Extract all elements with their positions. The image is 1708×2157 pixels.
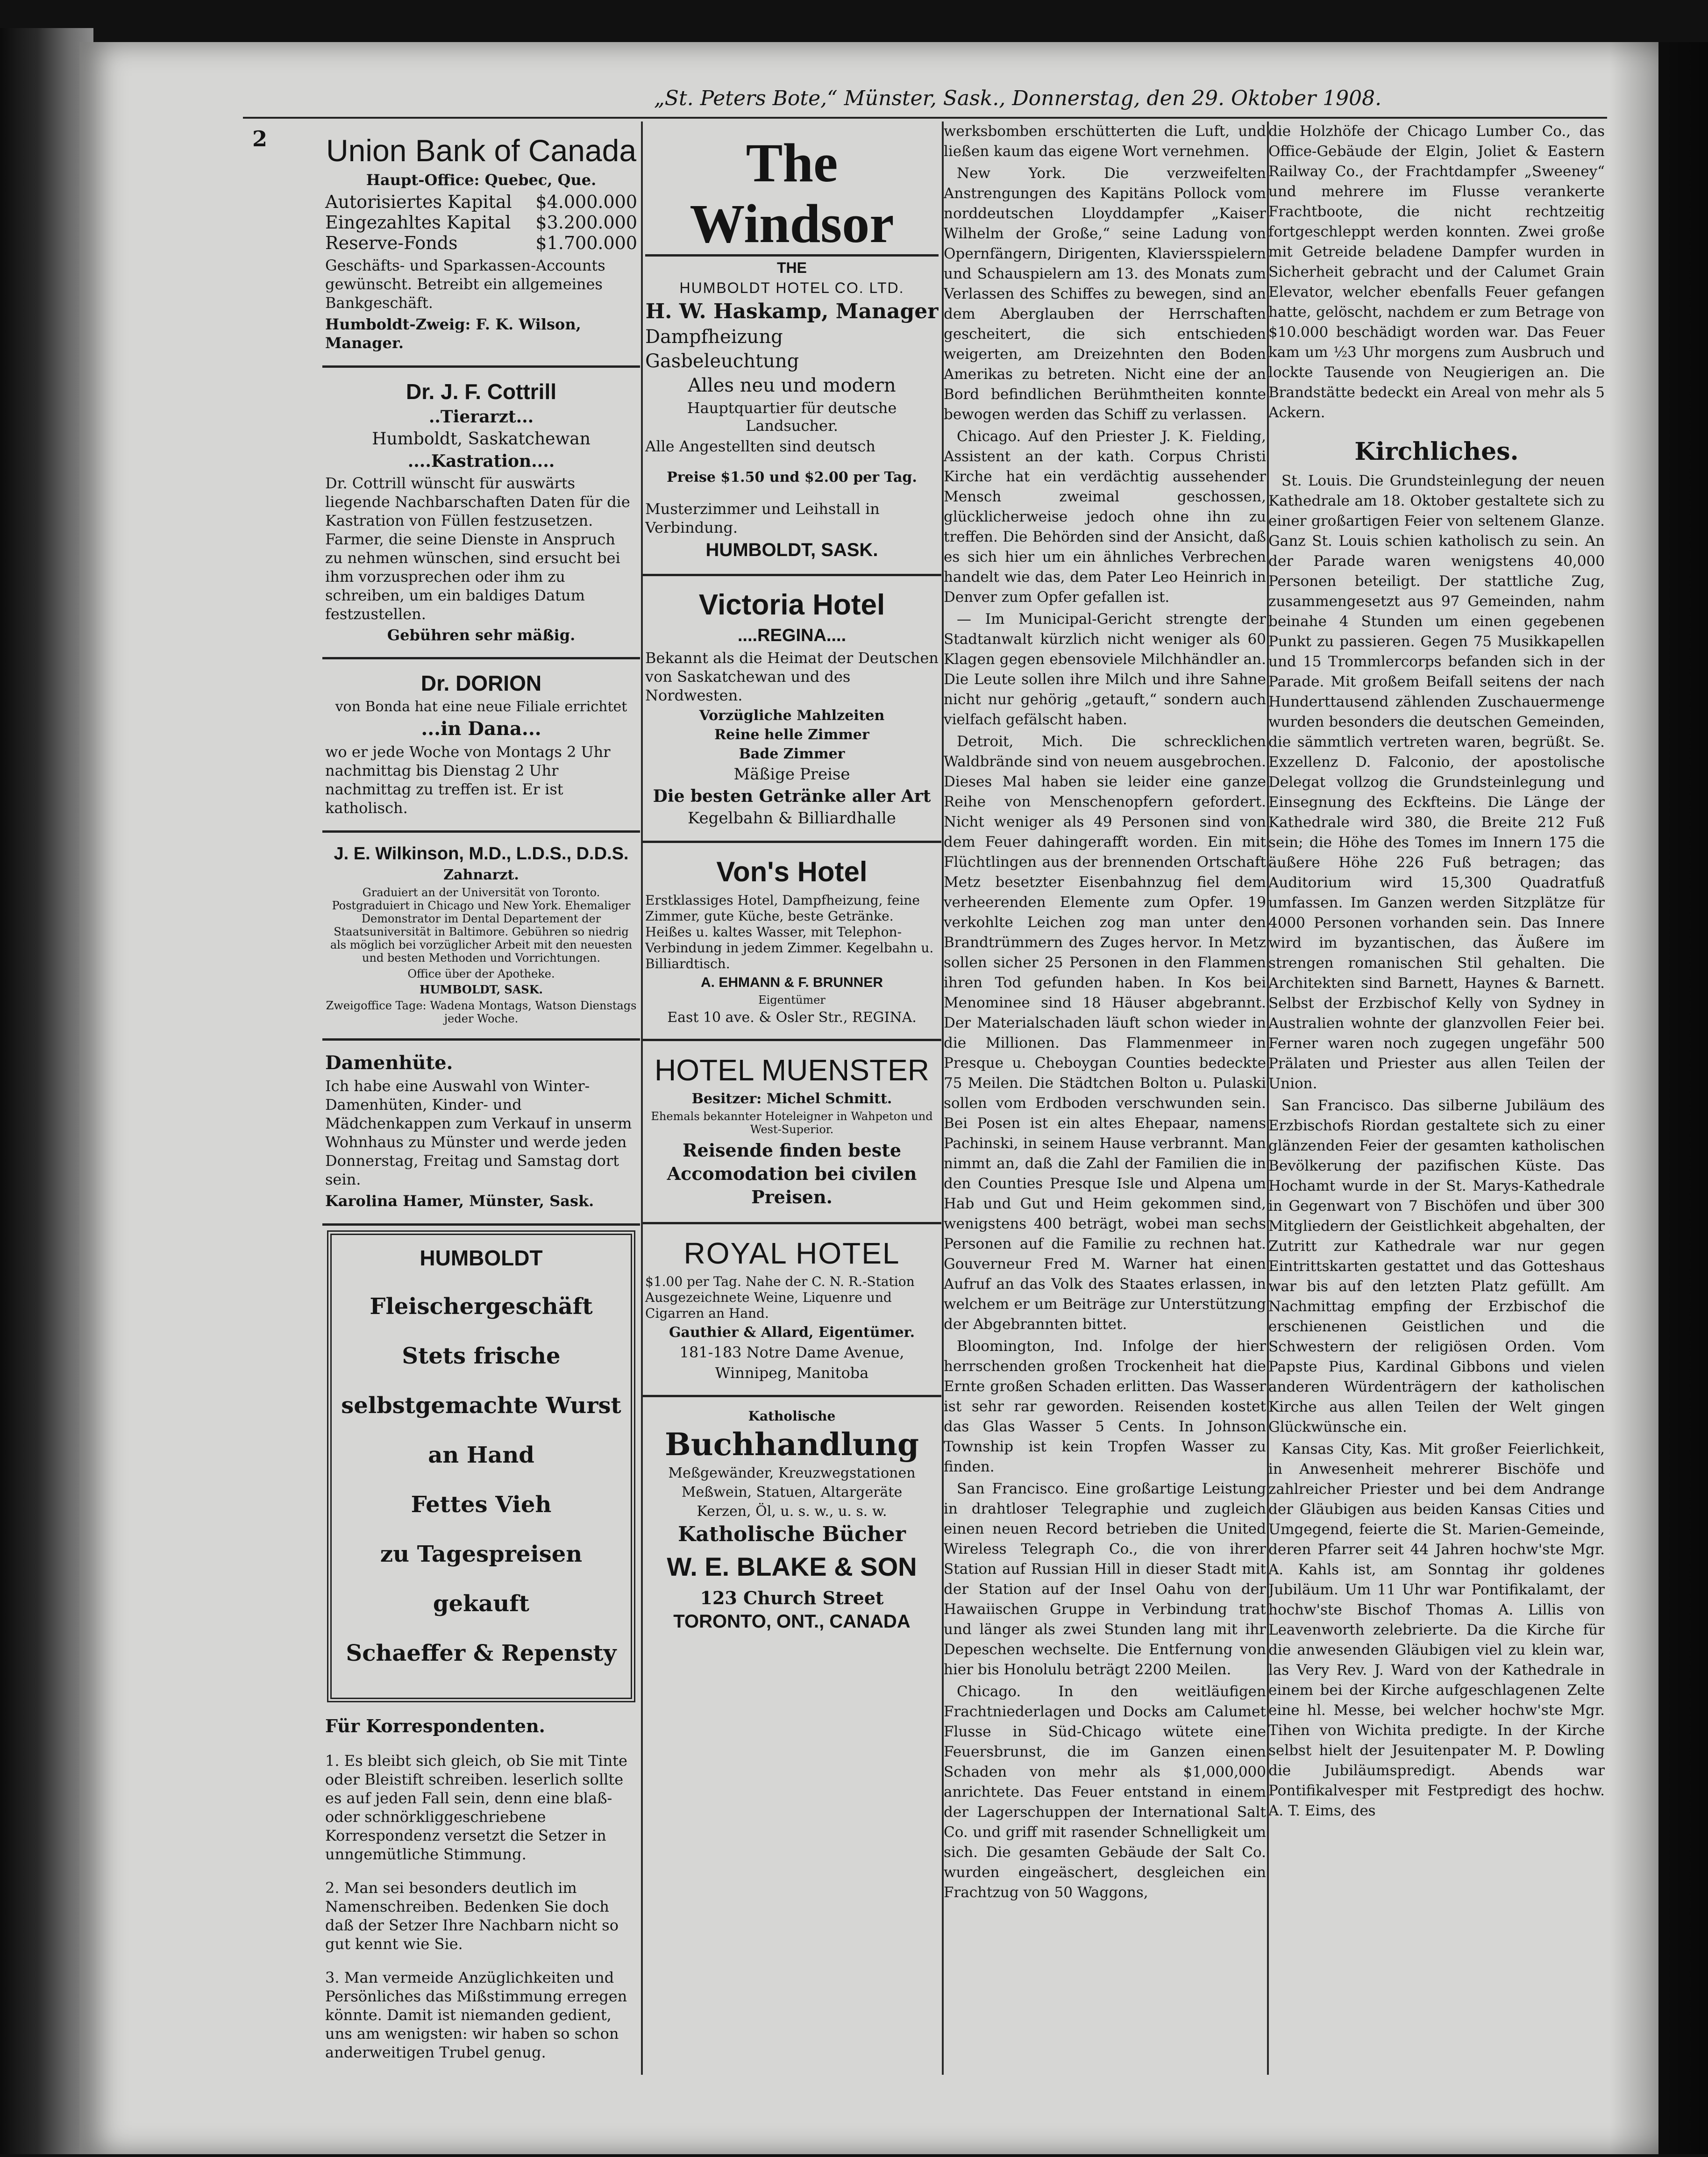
ad-dorion	[322, 659, 640, 833]
windsor-feature: Dampfheizung	[645, 326, 783, 348]
cottrill-text: Dr. Cottrill wünscht für auswärts liegende Nachbarschaften Daten für die Kastration von Füllen festzusetzen. Farmer, die seine Dienste in Anspruch zu nehmen wünschen, sind ersucht bei ihm vorzusprechen oder ihm zu schreiben, um ein baldiges Datum festzustellen.	[325, 474, 630, 623]
windsor-feature: Hauptquartier für deutsche Landsucher.	[687, 399, 897, 435]
victoria-feature: Reine helle Zimmer	[714, 727, 869, 743]
windsor-feature: Alles neu und modern	[688, 375, 896, 396]
ad-vons-hotel	[642, 843, 941, 1041]
page-number: 2	[252, 126, 268, 151]
ad-royal-hotel	[642, 1224, 941, 1397]
bank-office: Haupt-Office: Quebec, Que.	[366, 171, 597, 189]
vons-owner-label: Eigentümer	[758, 993, 826, 1007]
page-edge-shadow	[1610, 42, 1708, 2154]
news-item: werksbomben erschütterten die Luft, und ließen kaum das eigene Wort vernehmen.	[944, 123, 1266, 160]
hats-title: Damenhüte.	[325, 1052, 453, 1074]
windsor-company: HUMBOLDT HOTEL CO. LTD.	[679, 279, 904, 296]
wilkinson-town: HUMBOLDT, SASK.	[420, 983, 543, 996]
corr-item: 2. Man sei besonders deutlich im Namenschreiben. Bedenken Sie doch daß der Setzer Ihre Nachbarn nicht so gut kennt wie Sie.	[325, 1879, 619, 1953]
buch-firm: W. E. BLAKE & SON	[667, 1552, 917, 1581]
column-1	[322, 121, 640, 2075]
cottrill-place: Humboldt, Saskatchewan	[372, 429, 591, 449]
news-item: St. Louis. Die Grundsteinlegung der neuen Kathedrale am 18. Oktober gestaltete sich zu einer großartigen Feier von seltenem Glanze. Ganz St. Louis schien katholisch zu sein. An der Parade waren wenigstens 40,000 Personen beteiligt. Der stattliche Zug, zusammengesetzt aus 97 Gemeinden, nahm beinahe 4 Stunden um einen gegebenen Punkt zu passieren. Gegen 75 Musikkapellen und 15 Trommlercorps befanden sich in der Parade. Mit großem Beifall seitens der nach Hunderttausend zählenden Zuschauermenge wurden besonders die deutschen Gemeinden, die sämmtlich vertreten waren, begrüßt. Se. Exzellenz D. Falconio, der apostolische Delegat vollzog die Grundsteinlegung und Einsegnung des Eckfteins. Die Länge der Kathedrale wird 380, die Breite 212 Fuß sein; die Höhe des Tomes im Innern 175 die äußere Höhe 226 Fuß betragen; das Auditorium wird 15,300 Quadratfuß umfassen. Im Ganzen werden Sitzplätze für 4000 Personen vorhanden sein. Das Innere wird im byzantischen, das Äußere im strengen romanischen Stil gehalten. Die Architekten sind Barnett, Haynes & Barnett. Selbst der Erzbischof Kelly von Sydney in Australien wohnte der glanzvollen Feier bei. Ferner waren noch zugegen ungefähr 500 Prälaten und Priester aus allen Teilen der Union.	[1268, 472, 1605, 1092]
wilkinson-branch: Zweigoffice Tage: Wadena Montags, Watson Dienstags jeder Woche.	[326, 999, 637, 1025]
buch-street: 123 Church Street	[700, 1587, 884, 1608]
cottrill-role: ..Tierarzt...	[428, 407, 534, 427]
royal-text: $1.00 per Tag. Nahe der C. N. R.-Station Ausgezeichnete Weine, Liquenre und Cigarren an Hand.	[645, 1274, 915, 1321]
news-item: — Im Municipal-Gericht strengte der Stadtanwalt kürzlich nicht weniger als 60 Klagen gegen ebensoviele Milchhändler an. Die Leute sollen ihre Milch und ihre Sahne nicht nur gehörig „getauft,“ sondern auch vielfach gefälscht haben.	[944, 611, 1266, 728]
vons-title: Von's Hotel	[716, 856, 868, 887]
capital-label: Eingezahltes Kapital	[325, 212, 511, 233]
bank-text: Geschäfts- und Sparkassen-Accounts gewünscht. Betreibt ein allgemeines Bankgeschäft.	[325, 257, 605, 312]
butcher-line: an Hand	[428, 1442, 534, 1468]
buch-items: Meßgewänder, Kreuzwegstationen	[668, 1465, 916, 1481]
corr-item: 1. Es bleibt sich gleich, ob Sie mit Tinte oder Bleistift schreiben. leserlich sollte es auf jeden Fall sein, denn eine blaß- oder schnörkliggeschriebene Korrespondenz versetzt die Setzer in unngemütliche Stimmung.	[325, 1752, 627, 1863]
news-item: Chicago. Auf den Priester J. K. Fielding, Assistent an der kath. Corpus Christi Kirche hat ein verdächtig aussehender Mensch zweimal geschossen, glücklicherweise jedoch ohne ihn zu treffen. Die Behörden sind der Ansicht, daß es sich hier um ein ähnliches Verbrechen handelt wie das, dem Pater Leo Heinrich in Denver zum Opfer gefallen ist.	[944, 428, 1266, 606]
muenster-owner: Besitzer: Michel Schmitt.	[691, 1091, 892, 1107]
windsor-feature: Gasbeleuchtung	[645, 350, 799, 372]
butcher-line: Stets frische	[402, 1343, 561, 1369]
windsor-stable: Musterzimmer und Leihstall in Verbindung.	[645, 500, 880, 536]
news-item: San Francisco. Das silberne Jubiläum des Erzbischofs Riordan gestaltete sich zu einer glänzenden Feier der gesamten katholischen Bevölkerung der pazifischen Küste. Das Hochamt wurde in der St. Marys-Kathedrale in Gegenwart von 7 Bischöfen und über 300 Mitgliedern der Geistlichkeit abgehalten, der Zutritt zur Kathedrale war nur gegen Eintrittskarten gestattet und das Gotteshaus war bis auf den letzten Platz gefüllt. Am Nachmittag empfing der Erzbischof die erschienenen Geistlichen und die Schwestern der religiösen Orden. Vom Papste Pius, Kardinal Gibbons und vielen anderen Würdenträgern der katholischen Kirche aus allen Teilen der Welt gingen Glückwünsche ein.	[1268, 1097, 1605, 1436]
cottrill-fees: Gebühren sehr mäßig.	[387, 626, 576, 644]
muenster-note: Ehemals bekannter Hoteleigner in Wahpeton und West-Superior.	[651, 1110, 933, 1136]
buch-items: Meßwein, Statuen, Altargeräte	[681, 1484, 903, 1500]
windsor-manager: H. W. Haskamp, Manager	[645, 300, 939, 323]
wilkinson-name: J. E. Wilkinson, M.D., L.D.S., D.D.S.	[334, 844, 629, 864]
windsor-the: THE	[777, 259, 807, 276]
victoria-feature: Kegelbahn & Billiardhalle	[688, 809, 896, 828]
butcher-line: Fettes Vieh	[411, 1492, 552, 1518]
victoria-feature: Bade Zimmer	[739, 746, 845, 762]
header-rule	[243, 117, 1607, 119]
butcher-line: gekauft	[433, 1591, 530, 1617]
ad-blake-bookstore	[642, 1397, 941, 1645]
correspondents-notice	[322, 1707, 640, 2075]
ad-wilkinson	[322, 833, 640, 1041]
corr-title: Für Korrespondenten.	[325, 1715, 545, 1736]
butcher-owners: Schaeffer & Repensty	[346, 1640, 617, 1666]
ad-windsor	[642, 121, 941, 576]
ad-hotel-muenster	[642, 1041, 941, 1224]
corr-item: 3. Man vermeide Anzüglichkeiten und Persönliches das Mißstimmung erregen könnte. Damit ist niemanden gedient, uns am wenigsten: wir haben so schon anderweitigen Trubel genug.	[325, 1969, 627, 2061]
cottrill-name: Dr. J. F. Cottrill	[406, 379, 557, 404]
bank-branch: Humboldt-Zweig: F. K. Wilson, Manager.	[325, 315, 581, 352]
royal-address: 181-183 Notre Dame Avenue,	[679, 1343, 904, 1361]
capital-label: Reserve-Fonds	[325, 233, 458, 253]
butcher-line: zu Tagespreisen	[380, 1541, 583, 1567]
bank-title: Union Bank of Canada	[326, 133, 637, 168]
ad-butcher	[327, 1230, 635, 1702]
windsor-town: HUMBOLDT, SASK.	[705, 540, 878, 560]
buch-items: Kerzen, Öl, u. s. w., u. s. w.	[697, 1503, 887, 1520]
buch-city: TORONTO, ONT., CANADA	[673, 1611, 911, 1632]
ad-ladies-hats	[322, 1041, 640, 1226]
dorion-line1: von Bonda hat eine neue Filiale errichtet	[335, 699, 627, 715]
column-2	[642, 121, 941, 2075]
buch-books: Katholische Bücher	[678, 1522, 906, 1546]
hats-text: Ich habe eine Auswahl von Winter-Damenhüten, Kinder- und Mädchenkappen zum Verkauf in unserm Wohnhaus zu Münster und werde jeden Donnerstag, Freitag und Samstag dort sein.	[325, 1077, 632, 1188]
capital-value: $1.700.000	[535, 233, 637, 253]
victoria-feature: Mäßige Preise	[733, 765, 850, 784]
royal-title: ROYAL HOTEL	[683, 1236, 900, 1270]
muenster-text: Reisende finden beste Accomodation bei civilen Preisen.	[667, 1140, 917, 1207]
news-item: Detroit, Mich. Die schrecklichen Waldbrände sind von neuem ausgebrochen. Dieses Mal haben sie leider eine ganze Reihe von Menschenopfern gefordert. Nicht weniger als 49 Personen sind von dem Feuer dahingerafft worden. Ein mit Flüchtlingen aus der brennenden Ortschaft Metz besetzter Eisenbahnzug fiel dem verheerenden Elemente zum Opfer. 19 verkohlte Leichen zog man unter den Brandtrümmern des Zuges hervor. In Metz sollen sicher 25 Personen in den Flammen ihren Tod gefunden haben. In Kos bei Menominee sind 18 Häuser abgebrannt. Der Materialschaden läuft schon wieder in die Millionen. Das Flammenmeer in Presque u. Cheboygan Counties bedeckte 75 Meilen. Die Städtchen Bolton u. Pulaski sollen vom Erdboden verschwunden sein. Bei Posen ist ein altes Ehepaar, namens Pachinski, in seinem Hause verbrannt. Man nimmt an, daß die Zahl der Familien die in den Counties Presque Isle und Alpena um Hab und Gut und Heim gekommen sind, wenigstens 400 beträgt, wobei man sechs Personen auf die Familie zu rechnen hat. Gouverneur Fred M. Warner hat einen Aufruf an das Volk des Staates erlassen, in welchem er um Beiträge zur Unterstützung der Abgebrannten bittet.	[944, 733, 1266, 1333]
royal-city: Winnipeg, Manitoba	[715, 1364, 869, 1382]
wilkinson-office: Office über der Apotheke.	[407, 967, 555, 980]
cottrill-spec: ....Kastration....	[407, 451, 555, 471]
buch-title: Buchhandlung	[664, 1426, 919, 1463]
section-heading: Kirchliches.	[1354, 437, 1519, 466]
vons-owners: A. EHMANN & F. BRUNNER	[701, 975, 883, 990]
vons-text: Erstklassiges Hotel, Dampfheizung, feine Zimmer, gute Küche, beste Getränke. Heißes u. kaltes Wasser, mit Telephon-Verbindung in jedem Zimmer. Kegelbahn u. Billiardtisch.	[645, 893, 934, 971]
windsor-prices: Preise $1.50 und $2.00 per Tag.	[667, 469, 917, 486]
news-item: Kansas City, Kas. Mit großer Feierlichkeit, in Anwesenheit mehrerer Bischöfe und zahlreicher Priester und bei dem Andrange der Gläubigen aus beiden Kansas Cities und Umgegend, feierte die St. Marien-Gemeinde, deren Pfarrer seit 44 Jahren hochw'ste Mgr. A. Kahls ist, am Sonntag ihr goldenes Jubiläum. Um 11 Uhr war Pontifikalamt, der hochw'ste Bischof Thomas A. Lillis von Leavenworth zelebrierte. Da die Kirche für die anwesenden Gläubigen viel zu klein war, las Very Rev. J. Ward von der Kathedrale in einem bei der Kirche aufgeschlagenen Zelte eine hl. Messe, bei welcher hochw'ste Mgr. Tihen von Wichita predigte. In der Kirche selbst hielt der Jesuitenpater M. P. Dowling die Jubiläumspredigt. Abends war Pontifikalvesper mit Festpredigt des hochw. A. T. Eims, des	[1268, 1441, 1605, 1819]
windsor-feature: Alle Angestellten sind deutsch	[645, 437, 875, 455]
wilkinson-role: Zahnarzt.	[443, 867, 519, 883]
victoria-feature: Vorzügliche Mahlzeiten	[699, 707, 885, 724]
news-item: San Francisco. Eine großartige Leistung in drahtloser Telegraphie und zugleich einen neuen Record betrieben die United Wireless Telegraph Co., die von ihrer Station auf Russian Hill in dieser Stadt mit der Station auf der Insel Oahu von der Hawaiischen Gruppe in Verbindung trat und länger als zwei Stunden lang mit ihr Depeschen wechselte. Die Entfernung von hier bis Honolulu beträgt 2200 Meilen.	[944, 1480, 1266, 1678]
butcher-line: selbstgemachte Wurst	[341, 1393, 621, 1419]
ad-cottrill	[322, 368, 640, 659]
capital-value: $3.200.000	[535, 212, 637, 233]
butcher-town: HUMBOLDT	[420, 1246, 543, 1270]
ad-union-bank	[322, 121, 640, 368]
hats-sign: Karolina Hamer, Münster, Sask.	[325, 1192, 594, 1210]
running-head: „St. Peters Bote,“ Münster, Sask., Donnerstag, den 29. Oktober 1908.	[654, 86, 1382, 110]
muenster-title: HOTEL MUENSTER	[655, 1053, 929, 1087]
wilkinson-text: Graduiert an der Universität von Toronto. Postgraduiert in Chicago und New York. Ehemaliger Demonstrator im Dental Departement der Staatsuniversität in Baltimore. Gebühren so niedrig als möglich bei vorzüglicher Arbeit mit den neuesten und besten Methoden und Vorrichtungen.	[330, 886, 633, 964]
victoria-city: ....REGINA....	[737, 626, 847, 645]
vons-address: East 10 ave. & Osler Str., REGINA.	[667, 1009, 917, 1026]
capital-label: Autorisiertes Kapital	[325, 192, 512, 212]
buch-kath: Katholische	[748, 1408, 836, 1424]
victoria-text: Bekannt als die Heimat der Deutschen von Saskatchewan und des Nordwesten.	[645, 649, 939, 704]
news-item: die Holzhöfe der Chicago Lumber Co., das Office-Gebäude der Elgin, Joliet & Eastern Railway Co., der Frachtdampfer „Sweeney“ und mehrere im Flusse verankerte Frachtboote, die nicht rechtzeitig fortgeschleppt werden konnten. Zwei große mit Getreide beladene Dampfer wurden in Sicherheit gebracht und der Calumet Grain Elevator, welcher ebenfalls Feuer gefangen hatte, gelöscht, nachdem er zum Betrage von $10.000 beschädigt worden war. Das Feuer kam um ½3 Uhr morgens zum Ausbruch und lockte Tausende von Neugierigen an. Die Brandstätte bedeckt ein Areal von mehr als 5 Ackern.	[1268, 123, 1605, 421]
capital-value: $4.000.000	[535, 192, 637, 212]
news-item: Chicago. In den weitläufigen Frachtniederlagen und Docks am Calumet Flusse in Süd-Chicago wütete eine Feuersbrunst, die im Ganzen einen Schaden von mehr als $1,000,000 anrichtete. Das Feuer entstand in einem der Lagerschuppen der International Salt Co. und griff mit rasender Schnelligkeit um sich. Die gesamten Gebäude der Salt Co. wurden eingeäschert, desgleichen ein Frachtzug von 50 Waggons,	[944, 1683, 1266, 1901]
victoria-title: Victoria Hotel	[698, 589, 885, 621]
news-item: New York. Die verzweifelten Anstrengungen des Kapitäns Pollock vom norddeutschen Lloyddampfer „Kaiser Wilhelm der Große,“ seine Ladung von Opernfängern, Dirigenten, Klaviersspielern und Schauspielern am 13. des Monats zum Verlassen des Schiffes zu bewegen, sind an dem Aberglauben der Herrschaften gescheitert, die sich entschieden weigerten, am Dreizehnten den Boden Amerikas zu betreten. Nicht eine der an Bord befindlichen Berühmtheiten konnte bewogen werden das Schiff zu verlassen.	[944, 165, 1266, 423]
victoria-feature: Die besten Getränke aller Art	[653, 786, 931, 806]
dorion-line2: ...in Dana...	[421, 718, 541, 740]
dorion-text: wo er jede Woche von Montags 2 Uhr nachmittag bis Dienstag 2 Uhr nachmittag zu treffen ist. Er ist katholisch.	[325, 743, 611, 817]
news-item: Bloomington, Ind. Infolge der hier herrschenden großen Trockenheit hat die Ernte großen Schaden erlitten. Das Wasser ist sehr rar geworden. Reisenden kostet das Glas Wasser 5 Cents. In Johnson Township ist kein Tropfen Wasser zu finden.	[944, 1338, 1266, 1475]
royal-owners: Gauthier & Allard, Eigentümer.	[669, 1324, 915, 1341]
windsor-title: The Windsor	[645, 133, 939, 257]
column-4-news	[1268, 121, 1605, 2075]
column-3-news	[944, 121, 1266, 2075]
butcher-title: Fleischergeschäft	[370, 1293, 593, 1320]
ad-victoria-hotel	[642, 576, 941, 843]
dorion-name: Dr. DORION	[420, 671, 542, 695]
